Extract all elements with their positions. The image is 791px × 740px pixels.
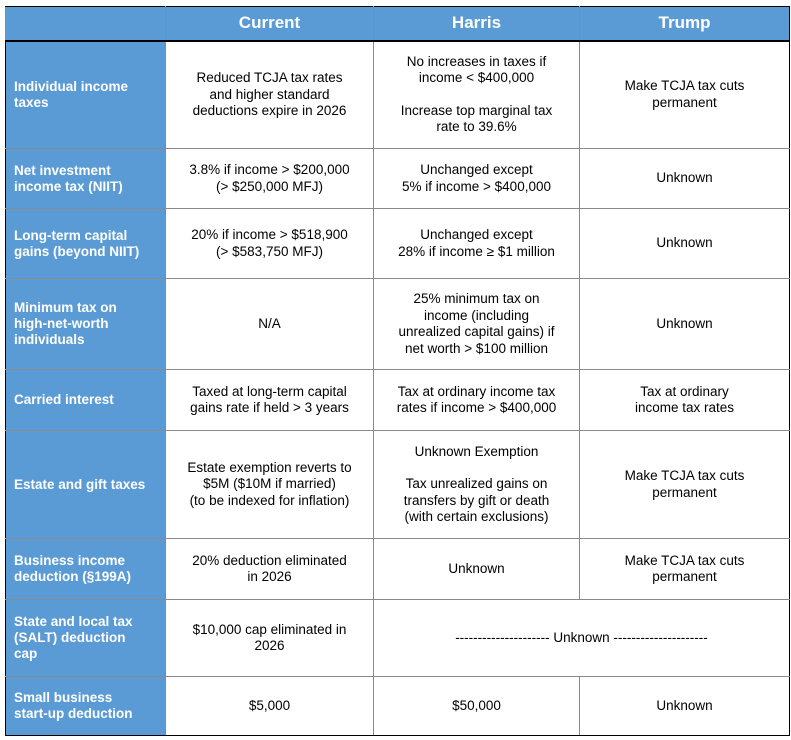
cell-current — [166, 41, 374, 149]
cell-line: rate to 39.6% — [436, 119, 517, 135]
cell-line: Make TCJA tax cuts — [624, 78, 745, 94]
cell-line: --------------------- Unknown --------------------- — [455, 629, 708, 645]
cell-line: income tax rates — [634, 400, 735, 415]
cell-line: Unknown — [656, 235, 713, 251]
cell-line: Tax unrealized gains on — [405, 476, 548, 491]
row-label — [6, 431, 166, 539]
cell-line: Increase top marginal tax — [400, 102, 553, 118]
header-blank — [6, 7, 166, 41]
cell-trump — [580, 41, 790, 149]
cell-line: in 2026 — [247, 569, 292, 584]
cell-line: 25% minimum tax on — [413, 291, 540, 306]
cell-line: transfers by gift or death — [403, 492, 550, 508]
cell-line: Reduced TCJA tax rates — [196, 70, 343, 85]
cell-harris-trump-merged — [374, 600, 790, 677]
cell-line: net worth > $100 million — [405, 340, 548, 356]
row-label — [6, 677, 166, 736]
row-label — [6, 279, 166, 370]
cell-line: permanent — [652, 569, 717, 584]
label-line: Minimum tax on — [14, 300, 117, 315]
label-line: Small business — [14, 690, 113, 705]
header-row — [6, 7, 790, 41]
cell-line: (with certain exclusions) — [404, 509, 549, 524]
label-line: gains (beyond NIIT) — [14, 243, 140, 259]
cell-line: gains rate if held > 3 years — [190, 400, 349, 415]
cell-harris — [374, 279, 580, 370]
cell-harris — [374, 539, 580, 600]
tax-comparison-table — [5, 6, 790, 736]
label-line: Individual income — [14, 78, 129, 94]
cell-line: Unchanged except — [420, 227, 533, 242]
cell-trump — [580, 209, 790, 279]
cell-trump — [580, 677, 790, 736]
cell-current — [166, 279, 374, 370]
label-line: Long-term capital — [14, 227, 128, 243]
cell-line: Make TCJA tax cuts — [624, 552, 745, 568]
cell-current — [166, 149, 374, 209]
label-line: start-up deduction — [14, 706, 133, 721]
cell-current — [166, 370, 374, 431]
row-label — [6, 209, 166, 279]
row-long-term-capital-gains — [6, 209, 790, 279]
row-small-business-startup — [6, 677, 790, 736]
cell-line: Unknown — [448, 560, 505, 576]
label-line: (SALT) deduction — [14, 630, 126, 645]
cell-line: Estate exemption reverts to — [187, 459, 352, 475]
label-line: State and local tax — [14, 614, 133, 629]
row-business-income-deduction — [6, 539, 790, 600]
cell-harris — [374, 370, 580, 431]
cell-line: $10,000 cap eliminated in — [192, 621, 347, 637]
cell-trump — [580, 279, 790, 370]
cell-line: permanent — [652, 94, 717, 110]
header-trump: Trump — [580, 7, 790, 41]
cell-trump — [580, 431, 790, 539]
cell-line: 5% if income > $400,000 — [402, 178, 551, 194]
cell-line: No increases in taxes if — [406, 53, 547, 69]
cell-line: Taxed at long-term capital — [192, 383, 347, 399]
cell-line: 28% if income ≥ $1 million — [398, 243, 555, 259]
cell-harris — [374, 209, 580, 279]
row-carried-interest — [6, 370, 790, 431]
cell-line: and higher standard — [209, 86, 330, 102]
row-label — [6, 370, 166, 431]
cell-line: unrealized capital gains) if — [398, 324, 555, 339]
row-label — [6, 41, 166, 149]
cell-line: Unchanged except — [420, 162, 533, 177]
label-line: Carried interest — [14, 392, 114, 407]
cell-line: Unknown — [656, 315, 713, 331]
cell-line: 20% if income > $518,900 — [191, 227, 348, 242]
header-current: Current — [166, 7, 374, 41]
cell-line: (> $250,000 MFJ) — [216, 178, 323, 194]
cell-current — [166, 600, 374, 677]
row-individual-income-taxes — [6, 41, 790, 149]
cell-line: 2026 — [254, 638, 285, 653]
cell-trump — [580, 149, 790, 209]
cell-line: Tax at ordinary — [640, 383, 729, 399]
cell-line: $5M ($10M if married) — [203, 476, 336, 492]
cell-line: 3.8% if income > $200,000 — [189, 162, 350, 177]
cell-current — [166, 209, 374, 279]
cell-line: Unknown — [656, 697, 713, 713]
cell-line: deductions expire in 2026 — [192, 103, 347, 118]
label-line: taxes — [14, 94, 49, 110]
label-line: Estate and gift taxes — [14, 476, 146, 492]
cell-line: Make TCJA tax cuts — [624, 468, 745, 483]
cell-line: Unknown — [656, 170, 713, 186]
row-label — [6, 600, 166, 677]
cell-line: (> $583,750 MFJ) — [216, 243, 323, 259]
cell-line: (to be indexed for inflation) — [189, 492, 350, 508]
cell-line: Tax at ordinary income tax — [397, 383, 556, 399]
label-line: high-net-worth — [14, 316, 109, 331]
cell-line: $5,000 — [248, 697, 291, 713]
cell-line: permanent — [652, 484, 717, 500]
cell-harris — [374, 431, 580, 539]
cell-harris — [374, 149, 580, 209]
cell-trump — [580, 370, 790, 431]
label-line: income tax (NIIT) — [14, 178, 123, 194]
cell-current — [166, 677, 374, 736]
cell-line: income < $400,000 — [418, 70, 535, 86]
header-harris: Harris — [374, 7, 580, 41]
cell-trump — [580, 539, 790, 600]
label-line: Business income — [14, 553, 126, 568]
cell-line: Unknown Exemption — [414, 443, 539, 459]
label-line: cap — [14, 646, 38, 661]
cell-line: N/A — [258, 315, 281, 331]
cell-line: income (including — [423, 307, 530, 323]
row-salt-deduction-cap — [6, 600, 790, 677]
cell-line: rates if income > $400,000 — [396, 400, 557, 415]
cell-harris — [374, 41, 580, 149]
row-niit — [6, 149, 790, 209]
label-line: deduction (§199A) — [14, 569, 132, 584]
row-estate-gift-taxes — [6, 431, 790, 539]
row-label — [6, 539, 166, 600]
label-line: individuals — [14, 332, 85, 347]
row-minimum-tax — [6, 279, 790, 370]
cell-harris — [374, 677, 580, 736]
cell-current — [166, 539, 374, 600]
row-label — [6, 149, 166, 209]
cell-current — [166, 431, 374, 539]
label-line: Net investment — [14, 162, 111, 178]
cell-line: $50,000 — [452, 697, 501, 713]
cell-line: 20% deduction eliminated — [192, 552, 347, 568]
